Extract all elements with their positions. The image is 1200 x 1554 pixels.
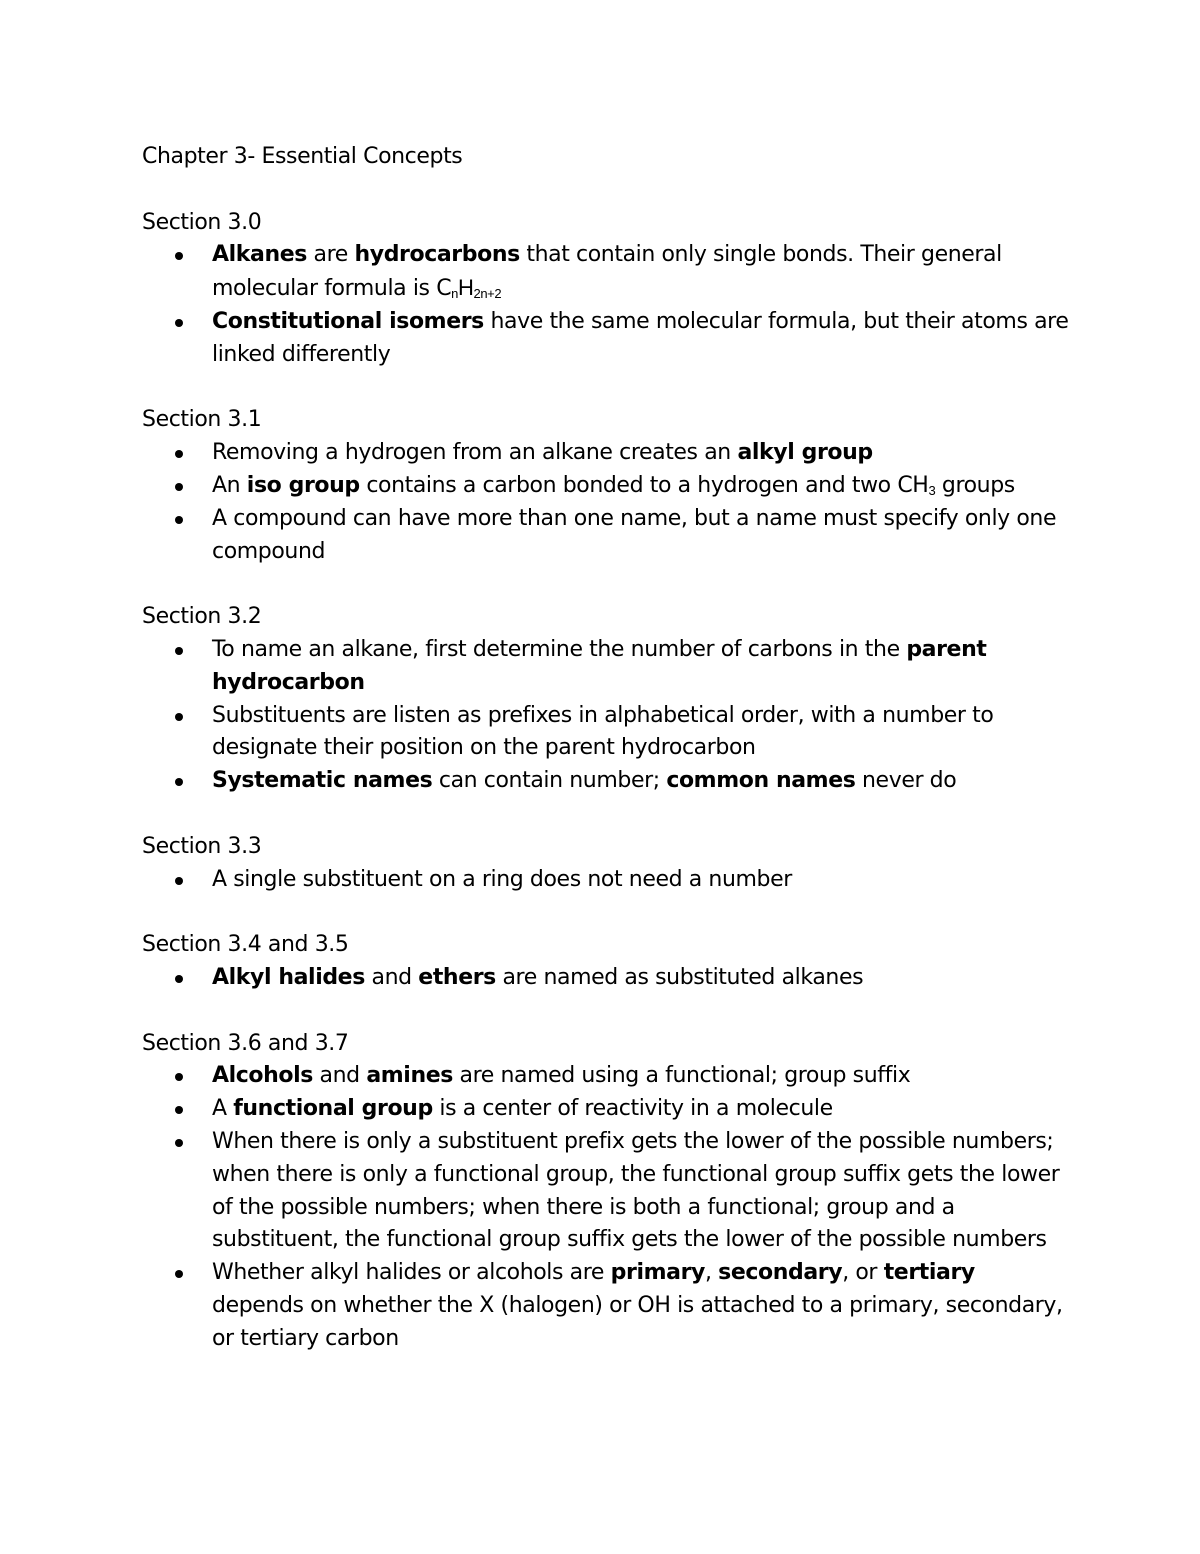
term-constitutional-isomers: Constitutional isomers (212, 308, 484, 334)
item-text: and (364, 964, 419, 990)
section-3-3 (142, 831, 1072, 897)
formula-ch3 (897, 473, 935, 498)
bullet-icon (175, 1139, 183, 1147)
section-3-6-3-7 (142, 1028, 1072, 1356)
item-text: is a center of reactivity in a molecule (432, 1096, 833, 1122)
item-text: , (704, 1260, 719, 1286)
bullet-icon (175, 516, 183, 524)
item-text: Substituents are listen as prefixes in alphabetical order, with a number to designate their position on the parent hydrocarbon (212, 702, 994, 761)
term-tertiary: tertiary (883, 1260, 975, 1286)
bullet-icon (175, 252, 183, 260)
list-item (212, 1093, 1072, 1126)
formula-c: C (436, 276, 452, 302)
formula-subscript: 2n+2 (473, 286, 502, 302)
section-heading: Section 3.6 and 3.7 (142, 1030, 349, 1056)
formula-subscript: n (451, 286, 459, 302)
item-text: are named as substituted alkanes (495, 964, 864, 990)
list-item (212, 864, 1072, 897)
item-text: When there is only a substituent prefix gets the lower of the possible numbers; when there is only a functional group, the functional group suffix gets the lower of the possible numbers; when there is both a functional; group and a substituent, the functional group suffix gets the lower of the possible numbers (212, 1128, 1060, 1253)
bullet-icon (175, 778, 183, 786)
term-alcohols: Alcohols (212, 1063, 313, 1089)
section-heading: Section 3.2 (142, 604, 262, 630)
bullet-icon (175, 975, 183, 983)
term-alkanes: Alkanes (212, 242, 307, 268)
term-functional-group: functional group (233, 1096, 433, 1122)
section-heading: Section 3.4 and 3.5 (142, 932, 349, 958)
section-heading: Section 3.0 (142, 209, 262, 235)
item-text: , or (842, 1260, 884, 1286)
section-3-4-3-5 (142, 929, 1072, 995)
bullet-list (142, 962, 1072, 995)
item-text: can contain number; (432, 768, 667, 794)
term-alkyl-halides: Alkyl halides (212, 964, 365, 990)
item-text: A compound can have more than one name, but a name must specify only one compound (212, 505, 1057, 564)
bullet-list (142, 239, 1072, 371)
item-text: A (212, 1096, 234, 1122)
document-page (142, 141, 1072, 1388)
formula-cnh2n2 (436, 276, 501, 301)
bullet-list (142, 1060, 1072, 1355)
item-text: depends on whether the X (halogen) or OH is attached to a primary, secondary, or tertiary carbon (212, 1292, 1063, 1351)
section-3-1 (142, 404, 1072, 568)
item-text: A single substituent on a ring does not need a number (212, 866, 792, 892)
list-item (212, 700, 1072, 766)
formula-h: H (458, 275, 474, 301)
list-item (212, 962, 1072, 995)
term-alkyl-group: alkyl group (737, 440, 873, 466)
term-iso-group: iso group (246, 472, 360, 498)
list-item (212, 1257, 1072, 1355)
section-heading: Section 3.3 (142, 833, 262, 859)
item-text: An (212, 472, 247, 498)
bullet-icon (175, 450, 183, 458)
formula-subscript: 3 (928, 482, 936, 498)
list-item (212, 239, 1072, 306)
item-text: To name an alkane, first determine the number of carbons in the (212, 636, 907, 662)
bullet-icon (175, 483, 183, 491)
term-hydrocarbons: hydrocarbons (354, 242, 520, 268)
term-systematic-names: Systematic names (212, 768, 433, 794)
term-parent-hydrocarbon: parent hydrocarbon (212, 636, 987, 695)
list-item (212, 503, 1072, 569)
item-text: have the same molecular formula, but their atoms are linked differently (212, 308, 1069, 367)
bullet-icon (175, 713, 183, 721)
bullet-icon (175, 1270, 183, 1278)
term-common-names: common names (666, 768, 856, 794)
list-item (212, 437, 1072, 470)
item-text: and (312, 1063, 367, 1089)
item-text: contains a carbon bonded to a hydrogen and two (359, 472, 898, 498)
formula-ch: CH (897, 472, 929, 498)
list-item (212, 765, 1072, 798)
list-item (212, 634, 1072, 700)
list-item (212, 470, 1072, 503)
bullet-list (142, 437, 1072, 568)
section-3-2 (142, 601, 1072, 798)
bullet-icon (175, 1073, 183, 1081)
item-text: Whether alkyl halides or alcohols are (212, 1260, 611, 1286)
item-text: are (306, 242, 355, 268)
bullet-icon (175, 647, 183, 655)
chapter-title: Chapter 3- Essential Concepts (142, 144, 463, 169)
item-text: are named using a functional; group suffix (452, 1063, 911, 1089)
term-ethers: ethers (418, 964, 496, 990)
section-3-0 (142, 207, 1072, 372)
bullet-icon (175, 319, 183, 327)
list-item (212, 1060, 1072, 1093)
section-heading: Section 3.1 (142, 407, 262, 433)
term-secondary: secondary (718, 1260, 843, 1286)
item-text: Removing a hydrogen from an alkane creates an (212, 440, 738, 466)
bullet-icon (175, 1106, 183, 1114)
item-text: never do (855, 768, 957, 794)
bullet-list (142, 634, 1072, 798)
item-text: that contain only single bonds. Their general molecular formula is (212, 242, 1002, 302)
item-text: groups (935, 472, 1015, 498)
list-item (212, 1126, 1072, 1257)
term-primary: primary (610, 1260, 705, 1286)
list-item (212, 306, 1072, 372)
term-amines: amines (366, 1063, 453, 1089)
bullet-icon (175, 877, 183, 885)
bullet-list (142, 864, 1072, 897)
